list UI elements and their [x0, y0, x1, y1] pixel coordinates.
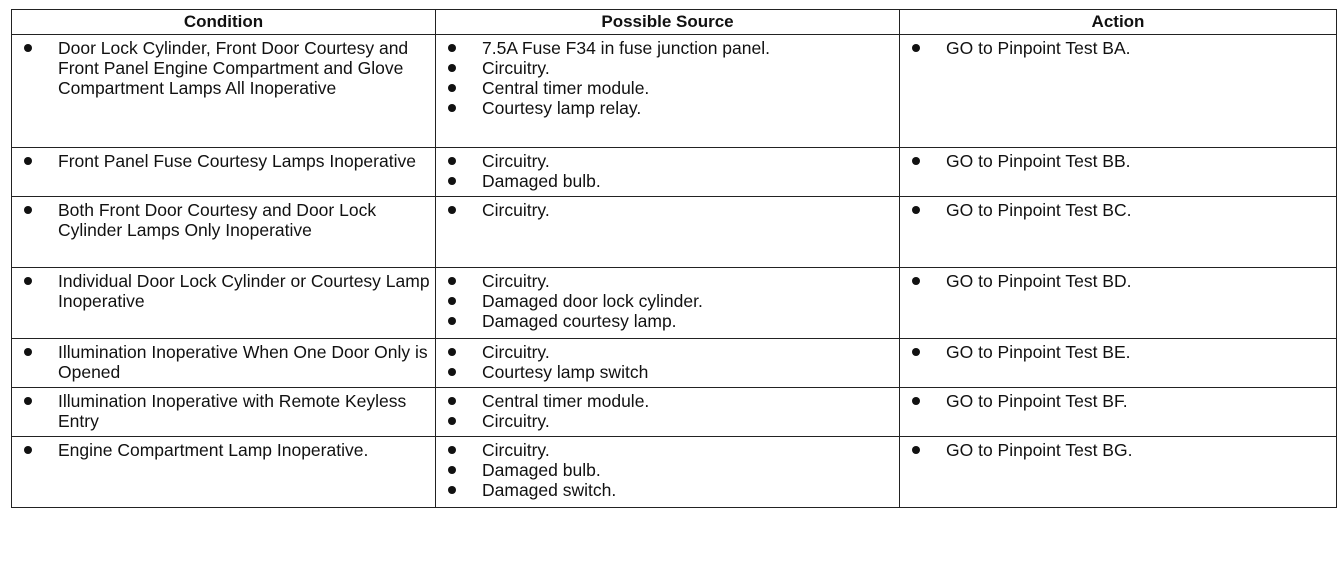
condition-item — [12, 342, 435, 382]
bullet-icon — [448, 446, 456, 454]
bullet-icon — [448, 157, 456, 165]
bullet-icon — [24, 277, 32, 285]
action-cell — [900, 339, 1337, 388]
source-text: Damaged courtesy lamp. — [482, 311, 677, 331]
possible-source-cell — [436, 35, 900, 148]
action-text: GO to Pinpoint Test BB. — [946, 151, 1131, 171]
bullet-icon — [448, 348, 456, 356]
table-row — [12, 268, 1337, 339]
bullet-icon — [24, 206, 32, 214]
action-text: GO to Pinpoint Test BF. — [946, 391, 1128, 411]
possible-source-cell — [436, 388, 900, 437]
source-item — [436, 391, 899, 411]
source-item — [436, 98, 899, 118]
action-cell — [900, 148, 1337, 197]
bullet-icon — [24, 446, 32, 454]
source-item — [436, 460, 899, 480]
bullet-icon — [448, 277, 456, 285]
bullet-icon — [912, 157, 920, 165]
action-text: GO to Pinpoint Test BE. — [946, 342, 1131, 362]
possible-source-column-header: Possible Source — [436, 10, 900, 35]
condition-column-header: Condition — [12, 10, 436, 35]
header-row — [12, 10, 1337, 35]
table-row — [12, 388, 1337, 437]
source-text: Circuitry. — [482, 342, 550, 362]
condition-cell — [12, 437, 436, 508]
source-text: Damaged switch. — [482, 480, 617, 500]
bullet-icon — [912, 206, 920, 214]
source-text: Circuitry. — [482, 200, 550, 220]
source-item — [436, 38, 899, 58]
action-item — [900, 440, 1336, 460]
bullet-icon — [448, 297, 456, 305]
action-item — [900, 391, 1336, 411]
source-text: Courtesy lamp relay. — [482, 98, 642, 118]
bullet-icon — [448, 104, 456, 112]
bullet-icon — [912, 277, 920, 285]
possible-source-cell — [436, 268, 900, 339]
condition-cell — [12, 148, 436, 197]
source-text: 7.5A Fuse F34 in fuse junction panel. — [482, 38, 770, 58]
source-item — [436, 200, 899, 220]
possible-source-cell — [436, 339, 900, 388]
condition-text: Engine Compartment Lamp Inoperative. — [58, 440, 369, 460]
source-item — [436, 411, 899, 431]
possible-source-cell — [436, 197, 900, 268]
action-text: GO to Pinpoint Test BA. — [946, 38, 1131, 58]
bullet-icon — [448, 466, 456, 474]
bullet-icon — [24, 157, 32, 165]
bullet-icon — [448, 397, 456, 405]
source-text: Damaged bulb. — [482, 171, 601, 191]
action-cell — [900, 268, 1337, 339]
condition-item — [12, 440, 435, 460]
source-text: Damaged bulb. — [482, 460, 601, 480]
diagnosis-table — [11, 9, 1337, 508]
condition-item — [12, 271, 435, 311]
action-text: GO to Pinpoint Test BD. — [946, 271, 1132, 291]
condition-text: Door Lock Cylinder, Front Door Courtesy and Front Panel Engine Compartment and Glove Compartment Lamps All Inoperative — [58, 38, 409, 98]
source-item — [436, 440, 899, 460]
bullet-icon — [24, 44, 32, 52]
action-item — [900, 151, 1336, 171]
condition-item — [12, 151, 435, 171]
bullet-icon — [912, 348, 920, 356]
condition-cell — [12, 388, 436, 437]
source-text: Circuitry. — [482, 271, 550, 291]
condition-text: Individual Door Lock Cylinder or Courtesy Lamp Inoperative — [58, 271, 430, 311]
condition-text: Illumination Inoperative When One Door Only is Opened — [58, 342, 428, 382]
bullet-icon — [24, 348, 32, 356]
action-cell — [900, 437, 1337, 508]
condition-item — [12, 391, 435, 431]
bullet-icon — [912, 44, 920, 52]
condition-item — [12, 200, 435, 240]
condition-cell — [12, 339, 436, 388]
source-text: Damaged door lock cylinder. — [482, 291, 703, 311]
source-item — [436, 78, 899, 98]
table-row — [12, 197, 1337, 268]
action-text: GO to Pinpoint Test BC. — [946, 200, 1132, 220]
action-cell — [900, 35, 1337, 148]
table-row — [12, 148, 1337, 197]
source-text: Circuitry. — [482, 151, 550, 171]
bullet-icon — [448, 64, 456, 72]
source-item — [436, 271, 899, 291]
condition-cell — [12, 197, 436, 268]
source-text: Central timer module. — [482, 78, 650, 98]
bullet-icon — [448, 206, 456, 214]
source-text: Central timer module. — [482, 391, 650, 411]
possible-source-cell — [436, 437, 900, 508]
action-item — [900, 38, 1336, 58]
bullet-icon — [448, 44, 456, 52]
bullet-icon — [448, 486, 456, 494]
condition-text: Illumination Inoperative with Remote Keyless Entry — [58, 391, 407, 431]
condition-text: Both Front Door Courtesy and Door Lock Cylinder Lamps Only Inoperative — [58, 200, 377, 240]
source-text: Courtesy lamp switch — [482, 362, 649, 382]
action-cell — [900, 388, 1337, 437]
source-item — [436, 291, 899, 311]
condition-cell — [12, 268, 436, 339]
bullet-icon — [448, 177, 456, 185]
source-item — [436, 58, 899, 78]
table-row — [12, 437, 1337, 508]
bullet-icon — [448, 368, 456, 376]
action-cell — [900, 197, 1337, 268]
condition-text: Front Panel Fuse Courtesy Lamps Inoperative — [58, 151, 416, 171]
bullet-icon — [448, 317, 456, 325]
condition-cell — [12, 35, 436, 148]
bullet-icon — [912, 446, 920, 454]
bullet-icon — [448, 417, 456, 425]
possible-source-cell — [436, 148, 900, 197]
source-item — [436, 342, 899, 362]
table-row — [12, 35, 1337, 148]
action-item — [900, 271, 1336, 291]
action-item — [900, 342, 1336, 362]
source-item — [436, 311, 899, 331]
table-row — [12, 339, 1337, 388]
bullet-icon — [912, 397, 920, 405]
source-item — [436, 362, 899, 382]
action-column-header: Action — [900, 10, 1337, 35]
condition-item — [12, 38, 435, 98]
source-text: Circuitry. — [482, 58, 550, 78]
source-text: Circuitry. — [482, 440, 550, 460]
bullet-icon — [448, 84, 456, 92]
source-item — [436, 151, 899, 171]
action-item — [900, 200, 1336, 220]
action-text: GO to Pinpoint Test BG. — [946, 440, 1133, 460]
bullet-icon — [24, 397, 32, 405]
source-item — [436, 171, 899, 191]
source-item — [436, 480, 899, 500]
source-text: Circuitry. — [482, 411, 550, 431]
